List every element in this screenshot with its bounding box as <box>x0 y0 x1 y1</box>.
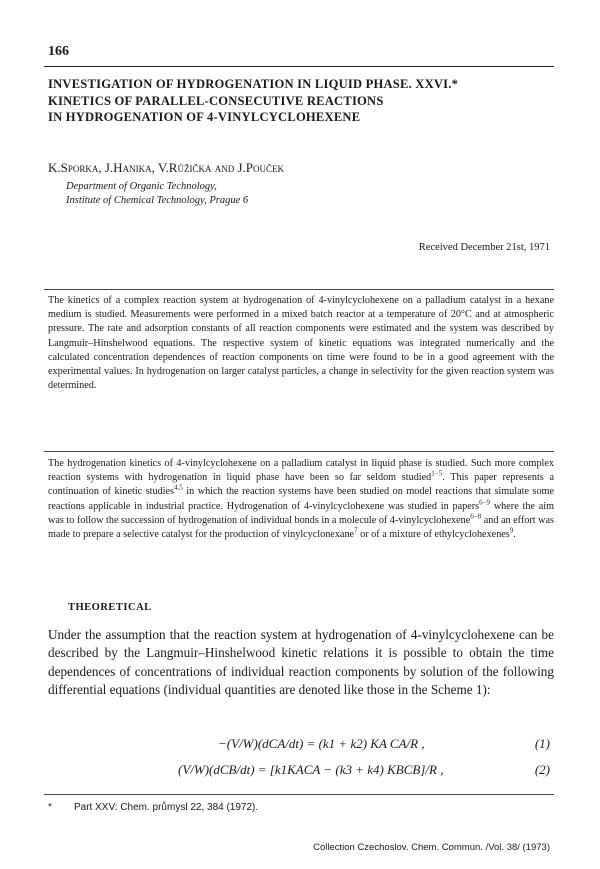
title-line: IN HYDROGENATION OF 4-VINYLCYCLOHEXENE <box>48 110 361 124</box>
citation: 9 <box>509 526 514 535</box>
citation: 4,5 <box>174 484 183 493</box>
intro-text: . <box>513 529 516 541</box>
equation-number-1: (1) <box>534 736 550 751</box>
intro-text: The hydrogenation kinetics of 4-vinylcyclohexene on a palladium catalyst in liquid phase is studied. Such more complex reaction systems with hydrogenation in liquid phase have been so far seldom studied <box>48 458 554 484</box>
citation: 6−9 <box>479 498 491 507</box>
intro-text: where the aim was to follow the succession of hydrogenation of individual bonds in a molecule of 4-vinylcyclohexene <box>48 500 554 526</box>
section-heading: THEORETICAL <box>68 602 152 613</box>
intro-text: or of a mixture of ethylcyclohexenes <box>357 529 510 541</box>
citation: 1−5 <box>431 469 443 478</box>
footnote-rule <box>44 794 554 795</box>
citation: 6−8 <box>470 512 482 521</box>
affiliation <box>66 180 248 207</box>
abstract-top-rule <box>44 289 554 290</box>
title-line: INVESTIGATION OF HYDROGENATION IN LIQUID PHASE. XXVI.* <box>48 77 459 91</box>
article-title <box>48 76 558 126</box>
abstract: The kinetics of a complex reaction system at hydrogenation of 4-vinylcyclohexene on a palladium catalyst in a hexane medium is studied. Measurements were performed in a mixed batch reactor at a temperature of 20°C and at atmospheric pressure. The rate and adsorption constants of all reaction components were estimated and the system was described by Langmuir–Hinshelwood equations. The respective system of kinetic equations was integrated numerically and the calculated concentration dependences of reaction components on time were found to be in a good agreement with the experimental values. In hydrogenation on larger catalyst particles, a change in selectivity for the given reaction system was determined. <box>48 295 554 392</box>
footnote-text: Part XXV: Chem. průmysl 22, 384 (1972). <box>74 802 259 813</box>
citation: 7 <box>354 526 358 535</box>
intro-text: in which the reaction systems have been studied on model reactions that simulate some reactions applicable in industrial practice. Hydrogenation of 4-vinylcyclohexene was studied in papers <box>48 486 554 512</box>
footnote <box>48 802 258 813</box>
affiliation-line: Institute of Chemical Technology, Prague 6 <box>66 194 249 206</box>
affiliation-line: Department of Organic Technology, <box>66 181 217 192</box>
intro-text: and an effort was made to prepare a selective catalyst for the production of vinylcyclonexane <box>48 514 554 541</box>
theory-paragraph: Under the assumption that the reaction system at hydrogenation of 4-vinylcyclohexene can be described by the Langmuir–Hinshelwood kinetic relations it is possible to obtain the time dependences of concentrations of individual reaction components by solution of the following differential equations (individual quantities are denoted like those in the Scheme 1): <box>48 627 554 697</box>
received-date: Received December 21st, 1971 <box>418 242 550 253</box>
author-list: K.Sporka, J.Hanika, V.Růžička and J.Pouček <box>48 160 284 175</box>
title-line: KINETICS OF PARALLEL-CONSECUTIVE REACTIONS <box>48 93 384 108</box>
equation-number-2: (2) <box>534 762 550 777</box>
authors <box>48 160 284 176</box>
intro-text: . This paper represents a continuation of kinetic studies <box>48 472 554 498</box>
introduction-paragraph <box>48 457 554 542</box>
page-number: 166 <box>48 44 69 59</box>
equation-2: (V/W)(dCB/dt) = [k1KACA − (k3 + k4) KBCB]/R , <box>178 762 444 777</box>
equation-1: −(V/W)(dCA/dt) = (k1 + k2) KA CA/R , <box>218 736 425 751</box>
abstract-bottom-rule <box>44 451 554 452</box>
header-rule <box>44 66 554 67</box>
footnote-mark: * <box>48 802 52 813</box>
journal-footer: Collection Czechoslov. Chem. Commun. /Vol. 38/ (1973) <box>313 842 550 853</box>
